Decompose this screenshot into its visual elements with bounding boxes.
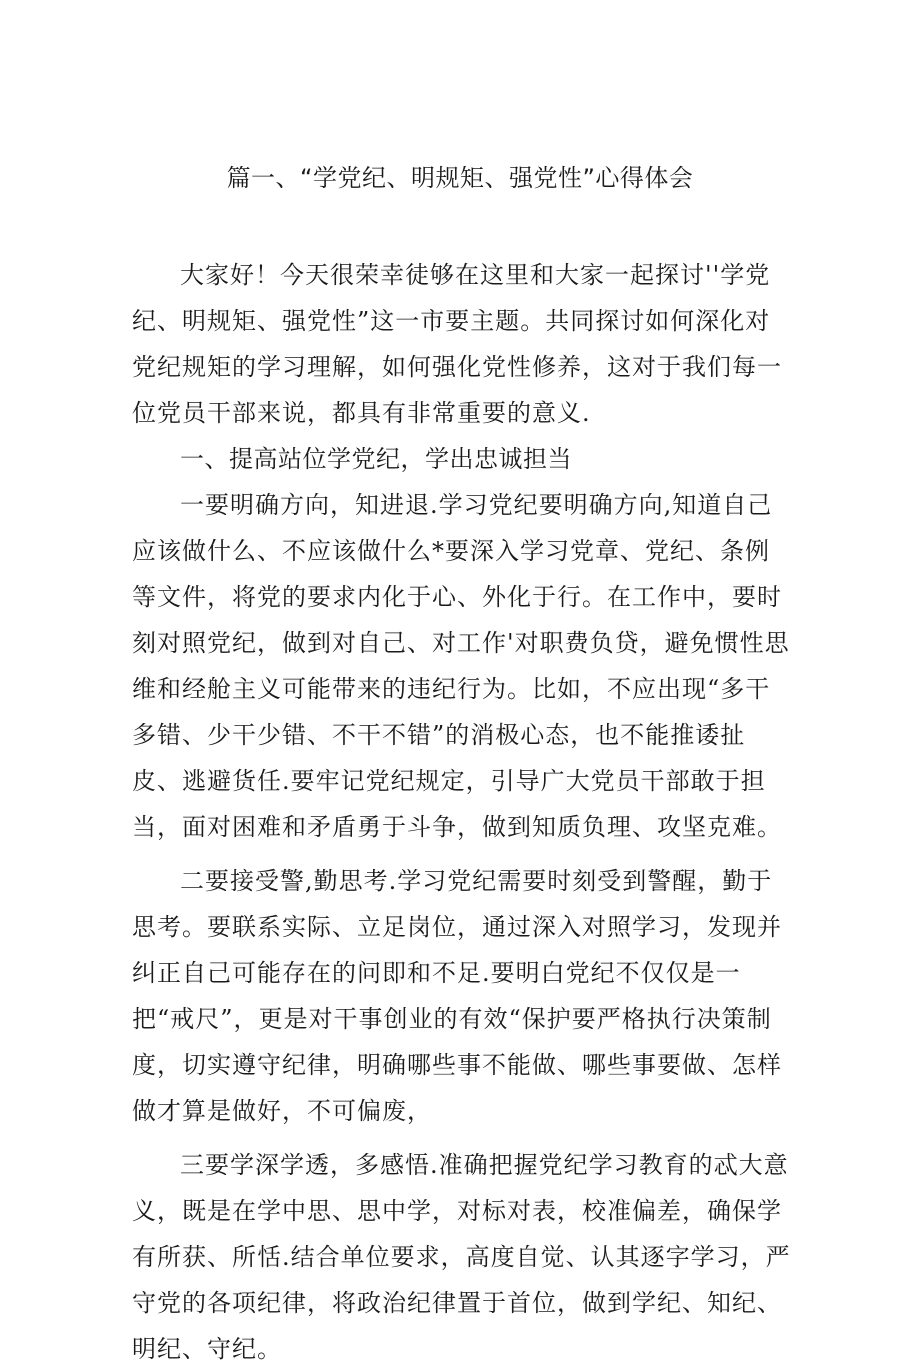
paragraph-gap [132,1134,792,1142]
document-body [132,252,792,1372]
section-heading: 一、提高站位学党纪，学出忠诚担当 [180,445,572,473]
intro-paragraph: 大家好！今天很荣幸徒够在这里和大家一起探讨''学党纪、明规矩、强党性”这一市要主题。共同探讨如何深化对党纪规矩的学习理解，如何强化党性修养，这对于我们每一位党员干部来说，都具有非常重要的意义. [132,261,782,427]
paragraph-gap [132,850,792,858]
body-paragraph-3: 三要学深学透，多感悟.准确把握党纪学习教育的忒大意义，既是在学中思、思中学，对标对表，校准偏差，确保学有所获、所恬.结合单位要求，高度自觉、认其逐字学习，严守党的各项纪律，将政治纪律置于首位，做到学纪、知纪、明纪、守纪。 [132,1151,791,1363]
body-paragraph-1: 一要明确方向，知进退.学习党纪要明确方向,知道自己应该做什么、不应该做什么*要深入学习党章、党纪、条例等文件，将党的要求内化于心、外化于行。在工作中，要时刻对照党纪，做到对自己、对工作'对职费负贷，避免惯性思维和经舱主义可能带来的违纪行为。比如，不应出现“多干多错、少干少错、不干不错”的消极心态，也不能推诿扯皮、逃避货任.要牢记党纪规定，引导广大党员干部敢于担当，面对困难和矛盾勇于斗争，做到知质负理、攻坚克难。 [132,491,790,841]
document-title: 篇一、“学党纪、明规矩、强党性”心得体会 [226,164,694,192]
body-paragraph-2: 二要接受警,勤思考.学习党纪需要时刻受到警醒，勤于思考。要联系实际、立足岗位，通过深入对照学习，发现并纠正自己可能存在的问即和不足.要明白党纪不仅仅是一把“戒尺”，更是对干事创业的有效“保护要严格执行决策制度，切实遵守纪律，明确哪些事不能做、哪些事要做、怎样做才算是做好，不可偏废， [132,867,782,1125]
